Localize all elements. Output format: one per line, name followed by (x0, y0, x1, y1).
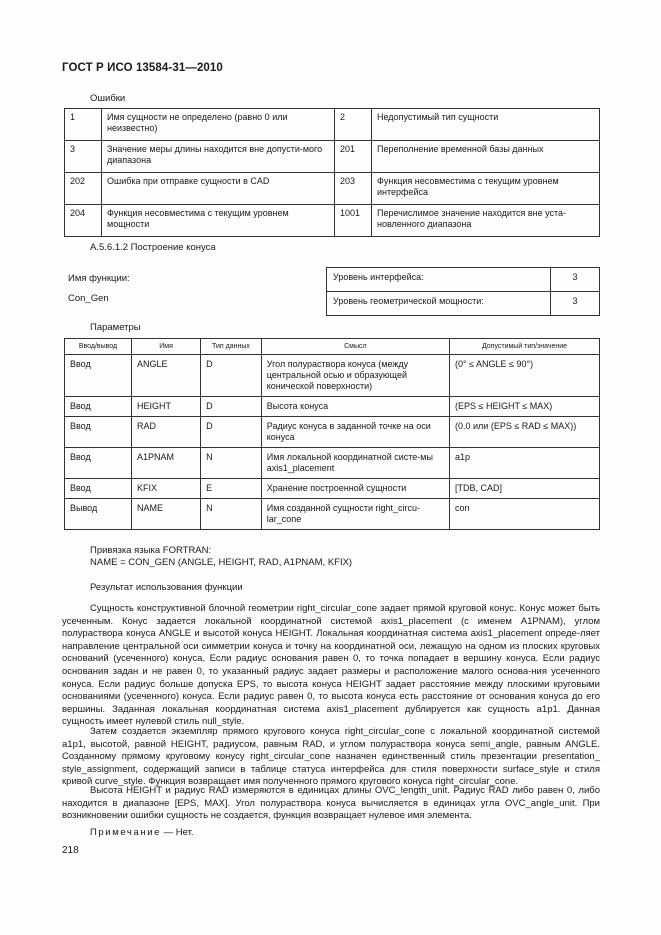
param-type: E (201, 479, 262, 499)
document-header: ГОСТ Р ИСО 13584-31—2010 (62, 62, 223, 74)
note-text: — Нет. (161, 827, 194, 838)
column-header: Имя (132, 339, 201, 355)
param-name: HEIGHT (132, 397, 201, 417)
error-code: 2 (335, 109, 372, 141)
param-type: D (201, 355, 262, 397)
errors-title: Ошибки (90, 93, 126, 104)
param-name: A1PNAM (132, 448, 201, 479)
page-number: 218 (62, 845, 79, 856)
column-header: Смысл (261, 339, 449, 355)
column-header: Ввод/вывод (65, 339, 132, 355)
interface-level-label: Уровень интерфейса: (327, 268, 551, 292)
function-name-value: Con_Gen (68, 293, 109, 304)
table-row (65, 499, 600, 530)
error-code: 203 (335, 173, 372, 205)
params-title: Параметры (90, 322, 141, 333)
function-name-label: Имя функции: (68, 273, 130, 284)
table-row (65, 173, 600, 205)
param-meaning: Имя локальной координатной систе-мы axis1_placement (261, 448, 449, 479)
error-description: Ошибка при отправке сущности в CAD (102, 173, 335, 205)
table-row (65, 397, 600, 417)
paragraph: Затем создается экземпляр прямого кругового конуса right_circular_cone с локальной координатной системой a1p1, высотой, равной HEIGHT, радиусом, равным RAD, и углом полураствора конуса semi_angle, равным ANGLE. Созданному прямому круговому конусу right_circular_cone назначен единственный стиль презентации presentation_ style_assignment, содержащий записи в таблице статуса интерфейса для стиля поверхности surface_style и стиля кривой curve_style. Функция возвращает имя полученного прямого кругового конуса right_circular_cone. (62, 726, 600, 788)
param-io: Ввод (65, 479, 132, 499)
table-row (65, 141, 600, 173)
error-description: Имя сущности не определено (равно 0 или неизвестно) (102, 109, 335, 141)
param-meaning: Имя созданной сущности right_circu-lar_cone (261, 499, 449, 530)
paragraph: Высота HEIGHT и радиус RAD измеряются в единицах длины OVC_length_unit. Радиус RAD либо равен 0, либо находится в диапазоне [EPS, MAX]. Угол полураствора конуса вычисляется в единицах угла OVC_angle_unit. При возникновении ошибки сущность не создается, функция возвращает нулевое имя элемента. (62, 785, 600, 822)
error-description: Перечислимое значение находится вне уста-новленного диапазона (372, 205, 600, 237)
table-row (327, 268, 600, 292)
table-row (65, 479, 600, 499)
table-row (327, 292, 600, 316)
table-header-row (65, 339, 600, 355)
error-description: Значение меры длины находится вне допусти-мого диапазона (102, 141, 335, 173)
param-meaning: Радиус конуса в заданной точке на оси конуса (261, 417, 449, 448)
param-name: ANGLE (132, 355, 201, 397)
column-header: Допустимый тип/значение (450, 339, 600, 355)
table-row (65, 448, 600, 479)
param-name: NAME (132, 499, 201, 530)
param-meaning: Хранение построенной сущности (261, 479, 449, 499)
error-code: 3 (65, 141, 102, 173)
param-type: D (201, 417, 262, 448)
result-title: Результат использования функции (90, 582, 243, 593)
interface-level-value: 3 (551, 268, 600, 292)
column-header: Тип данных (201, 339, 262, 355)
param-io: Вывод (65, 499, 132, 530)
error-code: 1 (65, 109, 102, 141)
fortran-binding-title: Привязка языка FORTRAN: (90, 545, 212, 556)
paragraph: Сущность конструктивной блочной геометрии right_circular_cone задает прямой круговой конус. Конус может быть усеченным. Конус задается локальной координатной системой axis1_placement (с именем A1PNAM), углом полураствора конуса ANGLE и высотой конуса HEIGHT. Локальная координатная система axis1_placement опреде-ляет направление центральной оси симметрии конуса и точку на координатной оси, лежащую на одном из плоских круговых оснований (усеченного) конуса. Если радиус основания равен 0, то точка попадает в вершину конуса. Если радиус основания задан и не равен 0, то указанный радиус задает размеры и расположение малого основа-ния усеченного конуса. Если радиус больше допуска EPS, то высота конуса HEIGHT задает расстояние между плоскими круговыми основаниями (усеченного) конуса. Если радиус равен 0, то высота конуса есть расстояние от основания конуса до его вершины. Заданная локальная координатная система axis1_placement дублируется как сущность a1p1. Данная сущность имеет нулевой стиль null_style. (62, 603, 600, 728)
param-name: KFIX (132, 479, 201, 499)
error-description: Недопустимый тип сущности (372, 109, 600, 141)
error-code: 202 (65, 173, 102, 205)
error-code: 201 (335, 141, 372, 173)
param-allowed: (EPS ≤ HEIGHT ≤ MAX) (450, 397, 600, 417)
error-description: Функция несовместима с текущим уровнем интерфейса (372, 173, 600, 205)
param-io: Ввод (65, 397, 132, 417)
error-description: Переполнение временной базы данных (372, 141, 600, 173)
param-allowed: (0.0 или (EPS ≤ RAD ≤ MAX)) (450, 417, 600, 448)
params-table (64, 338, 600, 530)
error-code: 1001 (335, 205, 372, 237)
param-meaning: Угол полураствора конуса (между центральной осью и образующей конической поверхности) (261, 355, 449, 397)
power-level-value: 3 (551, 292, 600, 316)
table-row (65, 355, 600, 397)
param-type: D (201, 397, 262, 417)
error-code: 204 (65, 205, 102, 237)
errors-table (64, 108, 600, 237)
param-allowed: a1p (450, 448, 600, 479)
note (90, 827, 194, 840)
table-row (65, 109, 600, 141)
fortran-binding-code: NAME = CON_GEN (ANGLE, HEIGHT, RAD, A1PNAM, KFIX) (90, 557, 353, 568)
param-allowed: (0° ≤ ANGLE ≤ 90°) (450, 355, 600, 397)
param-allowed: con (450, 499, 600, 530)
param-type: N (201, 448, 262, 479)
table-row (65, 417, 600, 448)
param-name: RAD (132, 417, 201, 448)
param-meaning: Высота конуса (261, 397, 449, 417)
section-heading: А.5.6.1.2 Построение конуса (90, 242, 216, 253)
function-level-table (326, 267, 600, 316)
note-label: Примечание (90, 827, 161, 838)
table-row (65, 205, 600, 237)
error-description: Функция несовместима с текущим уровнем мощности (102, 205, 335, 237)
param-allowed: [TDB, CAD] (450, 479, 600, 499)
param-io: Ввод (65, 355, 132, 397)
param-io: Ввод (65, 417, 132, 448)
param-io: Ввод (65, 448, 132, 479)
param-type: N (201, 499, 262, 530)
power-level-label: Уровень геометрической мощности: (327, 292, 551, 316)
